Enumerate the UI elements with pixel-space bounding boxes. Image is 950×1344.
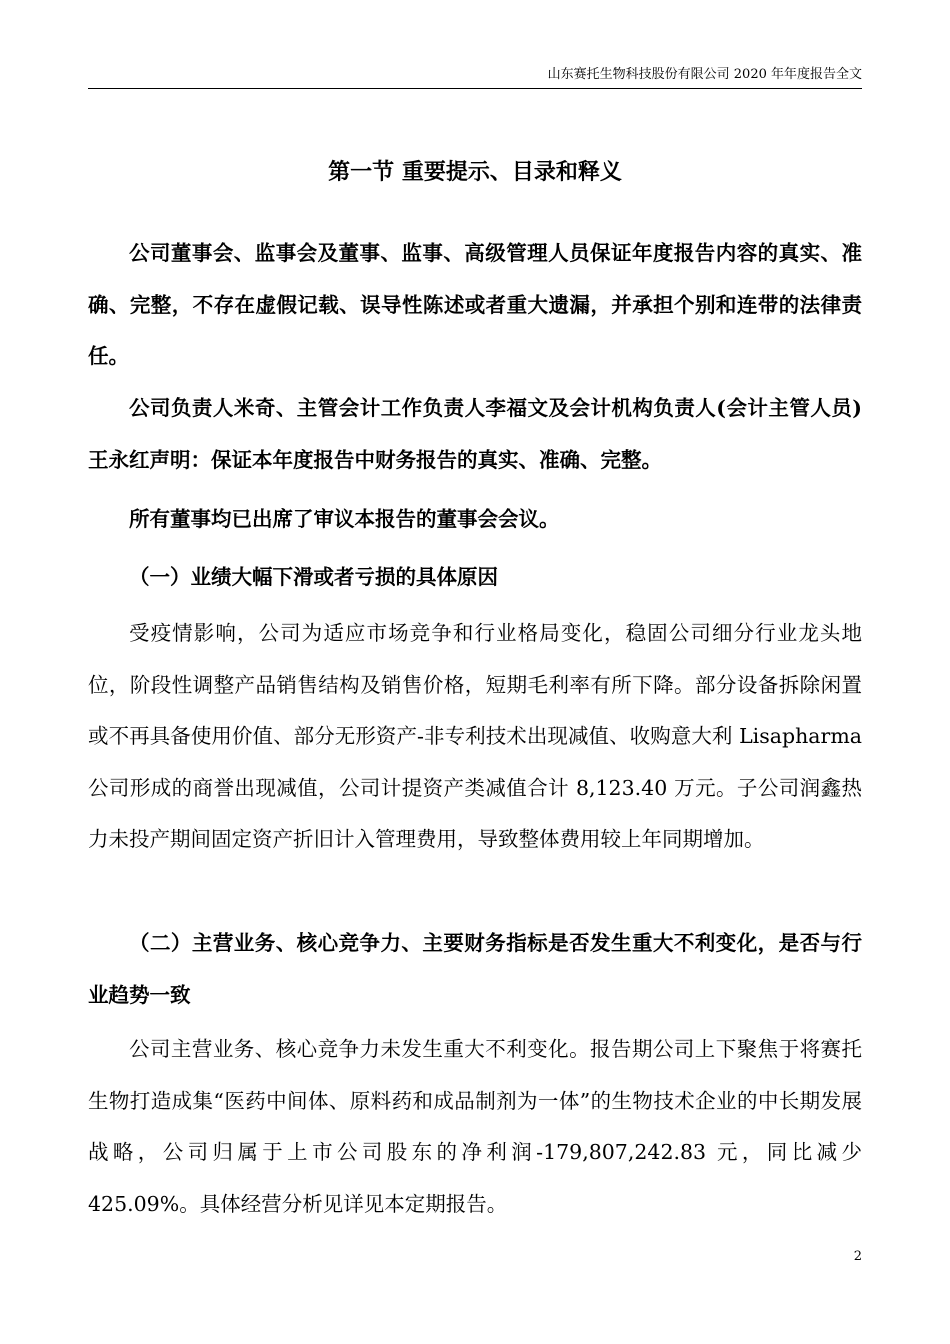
statement-board-responsibility: 公司董事会、监事会及董事、监事、高级管理人员保证年度报告内容的真实、准确、完整，不存在虚假记载、误导性陈述或者重大遗漏，并承担个别和连带的法律责任。 [88, 241, 862, 368]
page-number: 2 [853, 1249, 862, 1264]
body-decline-reasons: 受疫情影响，公司为适应市场竞争和行业格局变化，稳固公司细分行业龙头地位，阶段性调整产品销售结构及销售价格，短期毛利率有所下降。部分设备拆除闲置或不再具备使用价值、部分无形资产-非专利技术出现减值、收购意大利 Lisapharma 公司形成的商誉出现减值，公司计提资产类减值合计 8,123.40 万元。子公司润鑫热力未投产期间固定资产折旧计入管理费用，导致整体费用较上年同期增加。 [88, 621, 862, 851]
statement-officers-declaration: 公司负责人米奇、主管会计工作负责人李福文及会计机构负责人(会计主管人员)王永红声明：保证本年度报告中财务报告的真实、准确、完整。 [88, 396, 862, 472]
section-title: 第一节 重要提示、目录和释义 [328, 159, 622, 185]
running-header [88, 60, 862, 89]
statement-directors-attendance: 所有董事均已出席了审议本报告的董事会会议。 [129, 507, 560, 531]
subsection-heading-decline-reasons: （一）业绩大幅下滑或者亏损的具体原因 [129, 565, 498, 589]
running-header-title: 山东赛托生物科技股份有限公司 2020 年年度报告全文 [547, 67, 862, 82]
body-business-change: 公司主营业务、核心竞争力未发生重大不利变化。报告期公司上下聚焦于将赛托生物打造成集“医药中间体、原料药和成品制剂为一体”的生物技术企业的中长期发展战略，公司归属于上市公司股东的净利润-179,807,242.83 元，同比减少 425.09%。具体经营分析见详见本定期报告。 [88, 1037, 862, 1216]
subsection-heading-business-change: （二）主营业务、核心竞争力、主要财务指标是否发生重大不利变化，是否与行业趋势一致 [88, 931, 862, 1007]
